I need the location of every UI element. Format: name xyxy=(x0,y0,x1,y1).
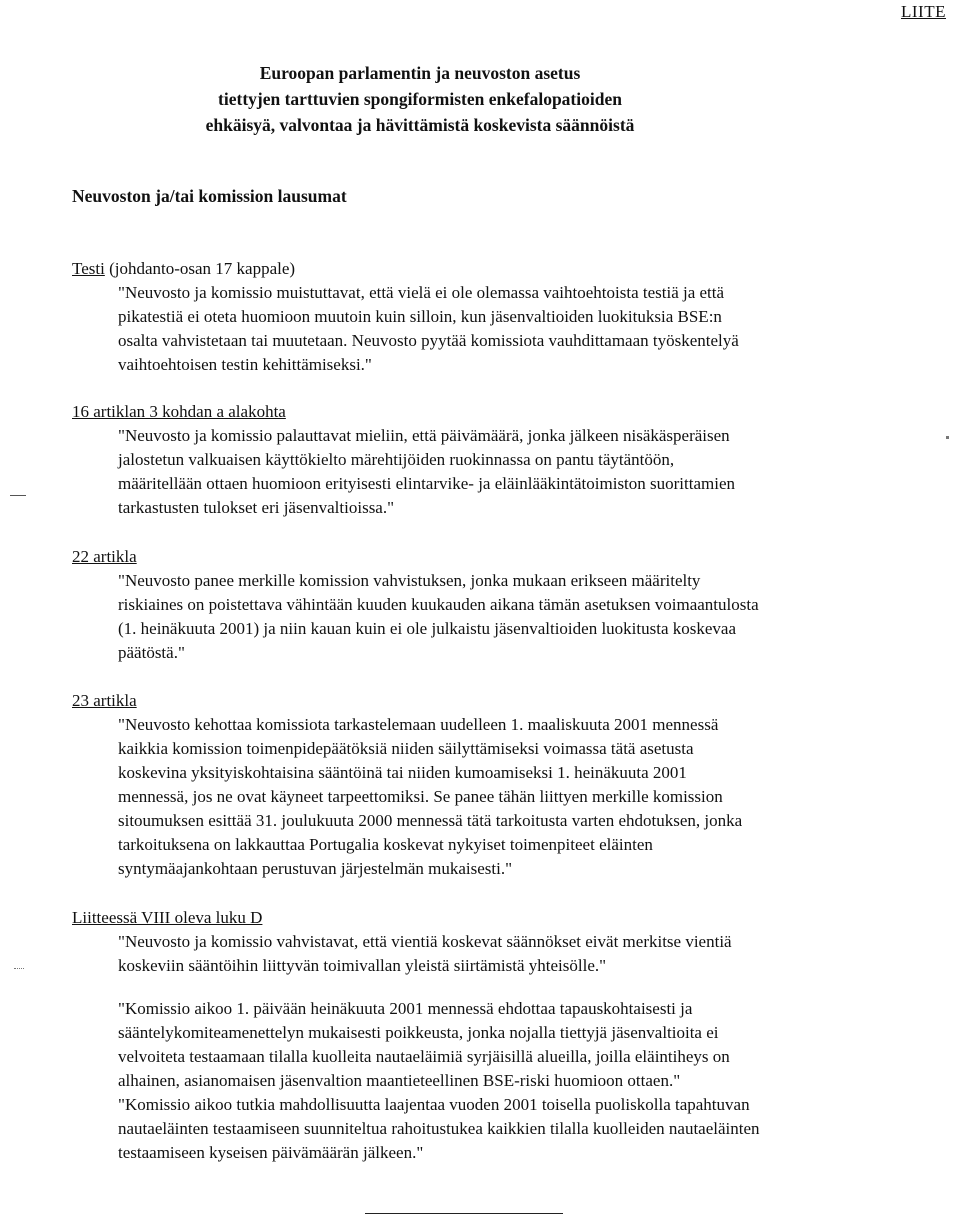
statement-line: tarkoituksena on lakkauttaa Portugalia koskevat nykyiset toimenpiteet eläinten xyxy=(118,835,653,854)
statement-article-22 xyxy=(72,545,759,665)
statement-line: osalta vahvistetaan tai muutetaan. Neuvosto pyytää komissiota vauhdittamaan työskentelyä xyxy=(118,331,739,350)
title-line: ehkäisyä, valvontaa ja hävittämistä koskevista säännöistä xyxy=(205,115,635,135)
commission-statements xyxy=(118,997,760,1165)
scan-mark xyxy=(14,968,24,969)
statement-line: nautaeläinten testaamiseen suunniteltua rahoitustukea kaikkien tilalla kuolleiden nautaeläinten xyxy=(118,1119,760,1138)
statement-line: (1. heinäkuuta 2001) ja niin kauan kuin ei ole julkaistu jäsenvaltioiden luokitusta koskevaa xyxy=(118,619,736,638)
statement-line: "Komissio aikoo tutkia mahdollisuutta laajentaa vuoden 2001 toisella puoliskolla tapahtuvan xyxy=(118,1095,750,1114)
title-line: Euroopan parlamentin ja neuvoston asetus xyxy=(259,63,581,83)
statement-line: "Neuvosto kehottaa komissiota tarkastelemaan uudelleen 1. maaliskuuta 2001 mennessä xyxy=(118,715,719,734)
statement-line: kaikkia komission toimenpidepäätöksiä niiden säilyttämiseksi voimassa tätä asetusta xyxy=(118,739,694,758)
statement-reference xyxy=(72,400,735,424)
statement-line: testaamiseen kyseisen päivämäärän jälkeen." xyxy=(118,1143,424,1162)
statement-article-16 xyxy=(72,400,735,520)
reference-label: Liitteessä VIII oleva luku D xyxy=(72,908,263,927)
reference-suffix: (johdanto-osan 17 kappale) xyxy=(104,259,296,278)
statement-reference xyxy=(72,257,739,281)
end-rule xyxy=(365,1213,563,1214)
statement-line: "Neuvosto ja komissio vahvistavat, että vientiä koskevat säännökset eivät merkitse vientiä xyxy=(118,932,732,951)
document-title xyxy=(150,60,690,138)
reference-label: 23 artikla xyxy=(72,691,137,710)
statement-line: "Komissio aikoo 1. päivään heinäkuuta 2001 mennessä ehdottaa tapauskohtaisesti ja xyxy=(118,999,693,1018)
reference-label: 22 artikla xyxy=(72,547,137,566)
statement-line: tarkastusten tulokset eri jäsenvaltioissa." xyxy=(118,498,395,517)
title-line: tiettyjen tarttuvien spongiformisten enkefalopatioiden xyxy=(218,89,622,109)
statement-line: sääntelykomiteamenettelyn mukaisesti poikkeusta, jonka nojalla tiettyjä jäsenvaltioita ei xyxy=(118,1023,719,1042)
statement-line: jalostetun valkuaisen käyttökielto märehtijöiden ruokinnassa on pantu täytäntöön, xyxy=(118,450,675,469)
statement-line: mennessä, jos ne ovat käyneet tarpeettomiksi. Se panee tähän liittyen merkille komission xyxy=(118,787,723,806)
scan-mark xyxy=(946,436,949,439)
statement-line: alhainen, asianomaisen jäsenvaltion maantieteellinen BSE-riski huomioon ottaen." xyxy=(118,1071,681,1090)
statement-reference xyxy=(72,906,732,930)
statement-line: pikatestiä ei oteta huomioon muutoin kuin silloin, kun jäsenvaltioiden luokituksia BSE:n xyxy=(118,307,722,326)
statement-annex-viii xyxy=(72,906,732,978)
statement-line: vaihtoehtoisen testin kehittämiseksi." xyxy=(118,355,372,374)
section-heading: Neuvoston ja/tai komission lausumat xyxy=(72,186,347,206)
scan-mark xyxy=(10,495,26,496)
statement-line: velvoiteta testaamaan tilalla kuolleita nautaeläimiä syrjäisillä alueilla, joilla eläintiheys on xyxy=(118,1047,730,1066)
statement-article-23 xyxy=(72,689,742,881)
reference-label: Testi xyxy=(72,259,105,278)
statement-line: päätöstä." xyxy=(118,643,185,662)
statement-line: sitoumuksen esittää 31. joulukuuta 2000 mennessä tätä tarkoitusta varten ehdotuksen, jonka xyxy=(118,811,743,830)
statement-line: "Neuvosto ja komissio palauttavat mieliin, että päivämäärä, jonka jälkeen nisäkäsperäisen xyxy=(118,426,730,445)
statement-line: koskeviin sääntöihin liittyvän toimivallan yleistä siirtämistä yhteisölle." xyxy=(118,956,607,975)
statement-line: määritellään ottaen huomioon erityisesti elintarvike- ja eläinlääkintätoimiston suorittamien xyxy=(118,474,736,493)
statement-reference xyxy=(72,545,759,569)
statement-line: "Neuvosto panee merkille komission vahvistuksen, jonka mukaan erikseen määritelty xyxy=(118,571,701,590)
statement-line: koskevina yksityiskohtaisina sääntöinä tai niiden kumoamiseksi 1. heinäkuuta 2001 xyxy=(118,763,687,782)
statement-testi xyxy=(72,257,739,377)
reference-label: 16 artiklan 3 kohdan a alakohta xyxy=(72,402,286,421)
statement-line: "Neuvosto ja komissio muistuttavat, että vielä ei ole olemassa vaihtoehtoista testiä ja että xyxy=(118,283,725,302)
annex-label: LIITE xyxy=(901,2,946,21)
statement-line: riskiaines on poistettava vähintään kuuden kuukauden aikana tämän asetuksen voimaantulosta xyxy=(118,595,759,614)
statement-reference xyxy=(72,689,742,713)
statement-line: syntymäajankohtaan perustuvan järjestelmän mukaisesti." xyxy=(118,859,513,878)
